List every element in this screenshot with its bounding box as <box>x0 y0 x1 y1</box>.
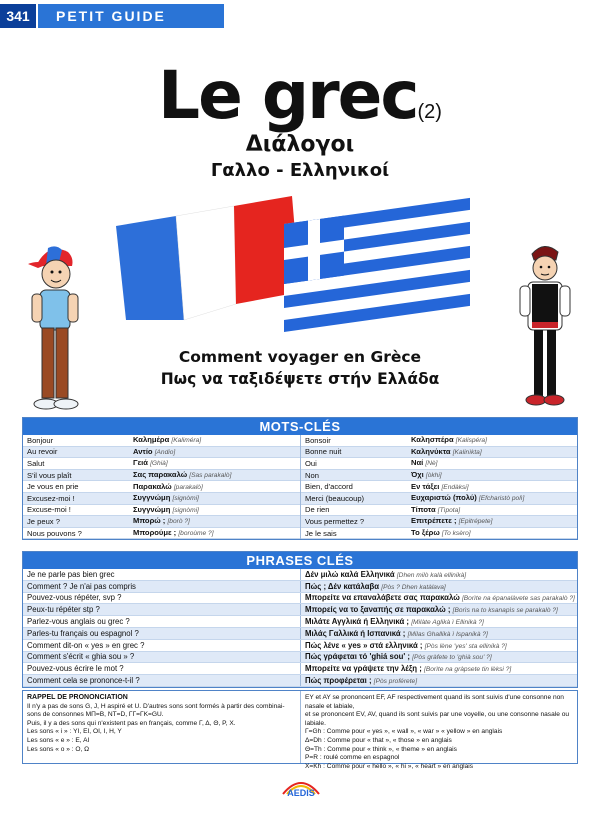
keyword-greek <box>411 505 577 516</box>
phrase-greek <box>301 617 577 626</box>
keyword-transliteration: [Andio] <box>154 448 176 456</box>
keyword-row <box>23 481 300 493</box>
pronunciation-line: EY et AY se prononcent EF, AF respectivement quand ils sont suivis d'une consonne non nasale et labiale, <box>305 694 564 710</box>
keyword-greek-text: Τίποτα <box>411 504 436 514</box>
phrase-transliteration: [Dhen milò kalà ellinikà] <box>396 571 467 579</box>
keyword-transliteration: [Sas parakalò] <box>189 472 232 480</box>
keyword-greek <box>133 470 300 481</box>
keyword-transliteration: [Ghià] <box>150 460 168 468</box>
phrase-french: Je ne parle pas bien grec <box>23 569 301 580</box>
keyword-french: Merci (beaucoup) <box>305 493 365 503</box>
pronunciation-line: Les sons « i » : ΥΙ, ΕΙ, ΟΙ, Ι, Η, Υ <box>27 728 122 736</box>
keyword-transliteration: [Endàksi] <box>441 483 469 491</box>
phrase-row <box>23 640 577 652</box>
phrase-greek-text: Πώς ; Δέν κατάλαβα <box>305 581 380 591</box>
phrase-row <box>23 675 577 687</box>
pronunciation-left <box>23 691 300 763</box>
keywords-right-column <box>300 435 577 539</box>
keyword-greek-text: Γειά <box>133 458 148 468</box>
pronunciation-title: RAPPEL DE PRONONCIATION <box>27 694 128 701</box>
phrase-transliteration: [Borìs na to ksanapìs se parakalò ?] <box>452 607 558 615</box>
phrase-transliteration: [Milas Ghallikà ì Ispanikà ?] <box>407 630 488 638</box>
keyword-transliteration: [Kaliméra] <box>171 437 202 445</box>
keyword-transliteration: [Tìpota] <box>437 506 461 514</box>
keyword-greek-text: Μπορώ ; <box>133 516 166 526</box>
keyword-greek <box>133 481 300 492</box>
keyword-row <box>301 470 577 482</box>
page-title <box>0 57 600 134</box>
phrase-row <box>23 628 577 640</box>
france-flag <box>116 196 302 322</box>
phrase-french: Peux-tu répéter stp ? <box>23 604 301 615</box>
phrase-transliteration: [Milàte Aglikà ì Ellinikà ?] <box>411 619 484 627</box>
keyword-greek-text: Συγγνώμη <box>133 504 171 514</box>
phrase-greek <box>301 664 577 673</box>
phrase-greek <box>301 629 577 638</box>
keyword-row <box>301 493 577 505</box>
phrase-greek <box>301 582 577 591</box>
keyword-row <box>301 516 577 528</box>
keyword-greek <box>411 481 577 492</box>
phrase-greek <box>301 652 577 661</box>
phrase-transliteration: [Pòs lène 'yes' sta ellinikà ?] <box>424 642 507 650</box>
keyword-transliteration: [signòmi] <box>172 506 199 514</box>
pronunciation-line: Il n'y a pas de sons G, J, H aspiré et U. D'autres sons sont formés à partir des combinai- <box>27 702 285 710</box>
keyword-greek-text: Καλημέρα <box>133 435 170 445</box>
keyword-row <box>301 447 577 459</box>
keyword-greek-text: Μπορούμε ; <box>133 528 177 538</box>
phrase-row <box>23 663 577 675</box>
phrase-greek <box>301 570 577 579</box>
keyword-greek <box>133 458 300 469</box>
keyword-transliteration: [boroùme ?] <box>178 530 214 538</box>
phrase-greek-text: Μπορείς να το ξαναπής σε παρακαλώ ; <box>305 605 451 615</box>
keyword-french: De rien <box>305 505 330 515</box>
subtitle: Διάλογοι <box>245 132 355 157</box>
pronunciation-line: sons de consonnes ΜΠ=B, ΝΤ=D, ΓΓ=ΓΚ=GU. <box>27 711 164 719</box>
keyword-greek <box>411 447 577 458</box>
keyword-greek <box>133 528 300 539</box>
keywords-left-column <box>23 435 300 539</box>
keyword-greek-text: Εν τάξει <box>411 481 440 491</box>
collection-name: PETIT GUIDE <box>56 8 166 24</box>
phrase-french: Pouvez-vous répéter, svp ? <box>23 593 301 604</box>
keyword-greek <box>411 516 577 527</box>
phrase-row <box>23 616 577 628</box>
phrase-transliteration: [Pòs ? Dhen katàlava] <box>381 583 446 591</box>
keyword-row <box>23 447 300 459</box>
pronunciation-line: Les sons « o » : Ο, Ω <box>27 745 90 753</box>
keyword-greek <box>133 516 300 527</box>
pronunciation-line: et se prononcent EV, AV, quand ils sont suivis par une voyelle, ou une consonne nasale ou labiale. <box>305 711 570 727</box>
pronunciation-line: Χ=Kh : Comme pour « hello », « hi », « heart » en anglais <box>305 762 474 770</box>
keyword-transliteration: [Kalinìkta] <box>452 448 482 456</box>
keyword-french: Excusez-moi ! <box>27 493 75 503</box>
phrase-transliteration: [Pòs proférete] <box>373 678 418 686</box>
keyword-french: Salut <box>27 458 45 468</box>
phrase-greek <box>301 676 577 685</box>
phrase-french: Pouvez-vous écrire le mot ? <box>23 663 301 674</box>
header-band <box>0 4 224 28</box>
phrase-row <box>23 593 577 605</box>
svg-text:AEDIS: AEDIS <box>287 788 315 798</box>
phrase-row <box>23 581 577 593</box>
phrase-greek-text: Πώς γράφεται τό 'ghiá sou' ; <box>305 652 410 662</box>
keyword-row <box>301 458 577 470</box>
keyword-row <box>23 516 300 528</box>
tagline-french: Comment voyager en Grèce <box>178 348 422 366</box>
keyword-transliteration: [borò ?] <box>167 518 190 526</box>
phrase-greek-text: Μιλάτε Αγγλικά ή Ελληνικά ; <box>305 617 410 627</box>
keyword-row <box>23 435 300 447</box>
pronunciation-line: Les sons « e » : Ε, ΑΙ <box>27 736 90 744</box>
keyword-french: Je vous en prie <box>27 482 79 492</box>
keyword-french: Bonne nuit <box>305 447 342 457</box>
phrase-greek-text: Πώς λένε « yes » στά ελληνικά ; <box>305 640 423 650</box>
pronunciation-line: Ρ=R : roulé comme en espagnol <box>305 754 400 762</box>
keyword-greek-text: Καληνύκτα <box>411 446 451 456</box>
keyword-greek <box>411 528 577 539</box>
phrase-french: Comment s'écrit « ghia sou » ? <box>23 652 301 663</box>
keywords-heading: MOTS-CLÉS <box>23 418 577 435</box>
pronunciation-right <box>300 691 577 770</box>
keyword-greek-text: Συγγνώμη <box>133 493 171 503</box>
phrase-french: Comment dit-on « yes » en grec ? <box>23 640 301 651</box>
greece-flag <box>284 196 474 334</box>
keyword-row <box>23 505 300 517</box>
phrase-greek-text: Μπορείτε να επαναλάβετε σας παρακαλώ <box>305 593 460 603</box>
keyword-transliteration: [òkhi] <box>425 472 442 480</box>
keyword-row <box>301 528 577 540</box>
keyword-transliteration: [signòmi] <box>172 495 199 503</box>
keywords-table <box>22 417 578 540</box>
phrase-greek-text: Πώς προφέρεται ; <box>305 676 372 686</box>
pronunciation-line: Δ=Dh : Comme pour « that », « those » en anglais <box>305 736 452 744</box>
keyword-greek-text: Ναί <box>411 458 424 468</box>
keyword-greek <box>133 447 300 458</box>
phrase-transliteration: [Pòs gràfete to 'ghià sou' ?] <box>412 654 492 662</box>
phrase-row <box>23 604 577 616</box>
keyword-row <box>23 470 300 482</box>
keyword-greek-text: Καλησπέρα <box>411 435 454 445</box>
keyword-greek-text: Σας παρακαλώ <box>133 470 188 480</box>
keyword-greek <box>411 470 577 481</box>
phrases-rows <box>23 569 577 687</box>
keyword-row <box>23 458 300 470</box>
subtitle-secondary: Γαλλο - Ελληνικοί <box>210 160 390 181</box>
keyword-greek-text: Όχι <box>411 470 424 480</box>
phrases-table <box>22 551 578 688</box>
phrase-french: Comment cela se prononce-t-il ? <box>23 675 301 686</box>
keyword-french: Bonsoir <box>305 435 331 445</box>
keyword-greek <box>133 505 300 516</box>
pronunciation-box <box>22 690 578 770</box>
keyword-row <box>301 481 577 493</box>
phrase-french: Parles-tu français ou espagnol ? <box>23 628 301 639</box>
keyword-french: Vous permettez ? <box>305 516 365 526</box>
keyword-row <box>23 493 300 505</box>
title-main: Le grec <box>158 57 418 134</box>
phrase-transliteration: [Borìte na épanalàvete sas parakalò ?] <box>461 595 575 603</box>
phrase-greek-text: Μπορείτε να γράψετε την λέξη ; <box>305 664 422 674</box>
phrase-row <box>23 652 577 664</box>
pronunciation-line: Puis, il y a des sons qui n'existent pas en français, comme Γ, Δ, Θ, Ρ, Χ. <box>27 719 236 727</box>
keyword-greek-text: Αντίο <box>133 446 153 456</box>
keyword-french: Oui <box>305 458 317 468</box>
keyword-french: Bonjour <box>27 435 54 445</box>
title-suffix: (2) <box>417 101 442 123</box>
keyword-greek-text: Επιτρέπετε ; <box>411 516 457 526</box>
keyword-row <box>23 528 300 540</box>
keyword-transliteration: [parakalò] <box>173 483 203 491</box>
phrase-greek <box>301 593 577 602</box>
keyword-greek <box>411 458 577 469</box>
guide-number: 341 <box>0 4 38 28</box>
keyword-french: Je le sais <box>305 528 337 538</box>
phrase-greek <box>301 605 577 614</box>
keyword-greek-text: Το ξέρω <box>411 528 440 538</box>
keyword-french: S'il vous plaît <box>27 470 72 480</box>
keyword-french: Nous pouvons ? <box>27 528 82 538</box>
keyword-french: Excuse-moi ! <box>27 505 71 515</box>
phrase-transliteration: [Borìte na gràpsete tin lèksi ?] <box>423 666 512 674</box>
phrase-greek-text: Μιλάς Γαλλικά ή Ισπανικά ; <box>305 628 406 638</box>
keyword-greek <box>411 493 577 504</box>
keyword-row <box>301 505 577 517</box>
keyword-row <box>301 435 577 447</box>
keyword-transliteration: [Kalispéra] <box>455 437 487 445</box>
phrase-greek <box>301 641 577 650</box>
aedis-logo <box>279 776 323 798</box>
keyword-french: Non <box>305 470 319 480</box>
phrase-greek-text: Δέν μιλώ καλά Ελληνικά <box>305 569 395 579</box>
phrase-french: Comment ? Je n'ai pas compris <box>23 581 301 592</box>
pronunciation-line: Γ=Gh : Comme pour « yes », « wall », « war » « yellow » en anglais <box>305 728 503 736</box>
keyword-transliteration: [Efcharistò polì] <box>478 495 525 503</box>
keyword-greek-text: Παρακαλώ <box>133 481 172 491</box>
phrases-heading: PHRASES CLÉS <box>23 552 577 569</box>
keyword-greek <box>133 435 300 446</box>
keyword-french: Bien, d'accord <box>305 482 353 492</box>
keyword-transliteration: [Epitrépete] <box>458 518 493 526</box>
phrase-french: Parlez-vous anglais ou grec ? <box>23 616 301 627</box>
pronunciation-line: Θ=Th : Comme pour « think », « theme » en anglais <box>305 745 457 753</box>
tagline-greek: Πως να ταξιδέψετε στήν Ελλάδα <box>160 370 440 388</box>
keyword-transliteration: [Nè] <box>425 460 438 468</box>
keyword-greek <box>133 493 300 504</box>
keyword-french: Au revoir <box>27 447 58 457</box>
keyword-greek <box>411 435 577 446</box>
keyword-greek-text: Ευχαριστώ (πολύ) <box>411 493 477 503</box>
keyword-transliteration: [To ksèro] <box>441 530 471 538</box>
phrase-row <box>23 569 577 581</box>
keyword-french: Je peux ? <box>27 516 60 526</box>
